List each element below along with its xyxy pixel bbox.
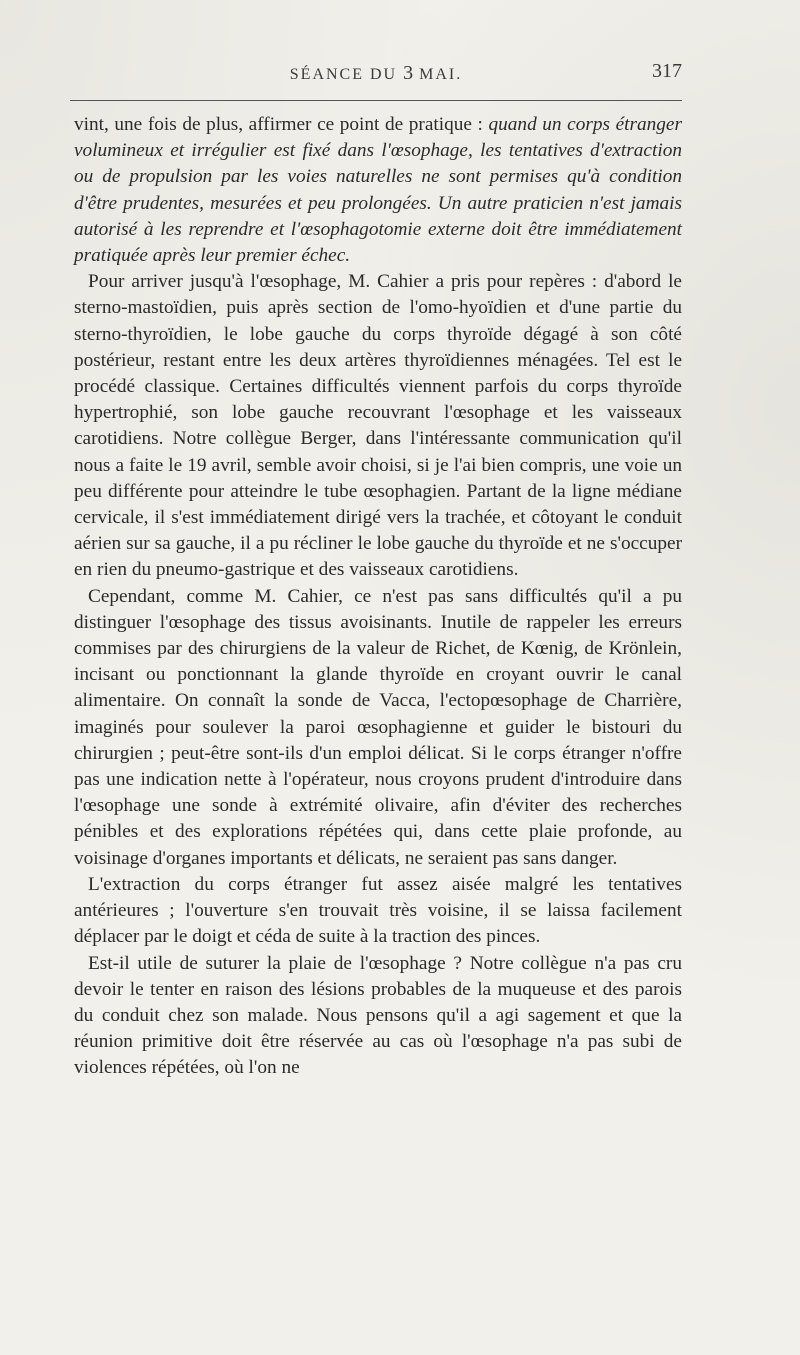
body-text	[74, 112, 682, 1082]
running-head-prefix: SÉANCE DU	[289, 66, 398, 83]
running-head	[70, 62, 682, 85]
running-head-month: MAI.	[419, 66, 463, 83]
page-number: 317	[652, 60, 682, 82]
page-header	[70, 62, 682, 92]
running-head-day: 3	[403, 62, 414, 84]
paragraph-2: Pour arriver jusqu'à l'œsophage, M. Cahier a pris pour repères : d'abord le sterno-mastoïdien, puis après section de l'omo-hyoïdien et d'une partie du sterno-thyroïdien, le lobe gauche du corps thyroïde dégagé à son côté postérieur, restant entre les deux artères thyroïdiennes ménagées. Tel est le procédé classique. Certaines difficultés viennent parfois du corps thyroïde hypertrophié, son lobe gauche recouvrant l'œsophage et les vaisseaux carotidiens. Notre collègue Berger, dans l'intéressante communication qu'il nous a faite le 19 avril, semble avoir choisi, si je l'ai bien compris, une voie un peu différente pour atteindre le tube œsophagien. Partant de la ligne médiane cervicale, il s'est immédiatement dirigé vers la trachée, et côtoyant le conduit aérien sur sa gauche, il a pu récliner le lobe gauche du thyroïde et ne s'occuper en rien du pneumo-gastrique et des vaisseaux carotidiens.	[74, 271, 682, 581]
paragraph-5: Est-il utile de suturer la plaie de l'œsophage ? Notre collègue n'a pas cru devoir le tenter en raison des lésions probables de la muqueuse et des parois du conduit chez son malade. Nous pensons qu'il a agi sagement et que la réunion primitive doit être réservée au cas où l'œsophage n'a pas subi de violences répétées, où l'on ne	[74, 952, 682, 1079]
paragraph-1	[74, 112, 682, 269]
paragraph-1-roman: vint, une fois de plus, affirmer ce point de pratique :	[74, 114, 489, 135]
paragraph-1-italic: quand un corps étranger volumineux et irrégulier est fixé dans l'œsophage, les tentatives d'extraction ou de propulsion par les voies naturelles ne sont permises qu'à condition d'être prudentes, mesurées et peu prolongées. Un autre praticien n'est jamais autorisé à les reprendre et l'œsophagotomie externe doit être immédiatement pratiquée après leur premier échec.	[74, 114, 682, 267]
paragraph-4: L'extraction du corps étranger fut assez aisée malgré les tentatives antérieures ; l'ouverture s'en trouvait très voisine, il se laissa facilement déplacer par le doigt et céda de suite à la traction des pinces.	[74, 873, 682, 948]
header-rule	[70, 100, 682, 101]
paragraph-3: Cependant, comme M. Cahier, ce n'est pas sans difficultés qu'il a pu distinguer l'œsophage des tissus avoisinants. Inutile de rappeler les erreurs commises par des chirurgiens de la valeur de Richet, de Kœnig, de Krönlein, incisant ou ponctionnant la glande thyroïde en croyant ouvrir le canal alimentaire. On connaît la sonde de Vacca, l'ectopœsophage de Charrière, imaginés pour soulever la paroi œsophagienne et guider le bistouri du chirurgien ; peut-être sont-ils d'un emploi délicat. Si le corps étranger n'offre pas une indication nette à l'opérateur, nous croyons prudent d'introduire dans l'œsophage une sonde à extrémité olivaire, afin d'éviter des recherches pénibles et des explorations répétées qui, dans cette plaie profonde, au voisinage d'organes importants et délicats, ne seraient pas sans danger.	[74, 585, 682, 869]
